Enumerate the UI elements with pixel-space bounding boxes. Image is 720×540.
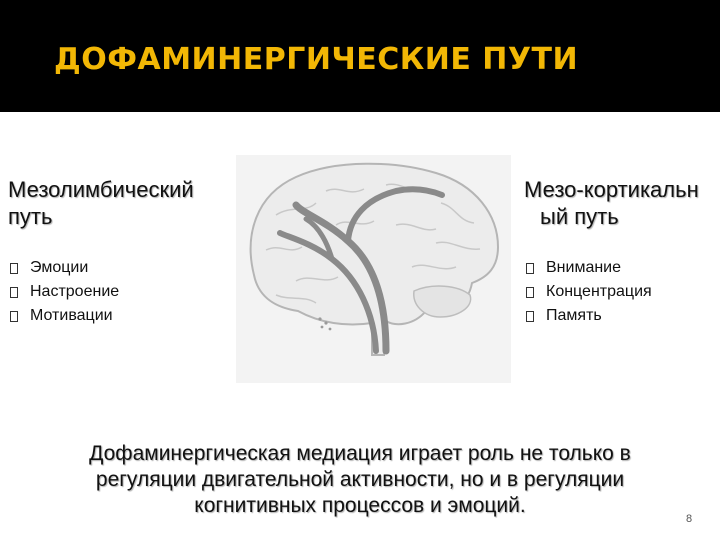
mesolimbic-list: [8, 256, 119, 328]
list-item-label: Память: [546, 307, 602, 324]
conclusion-text: Дофаминергическая медиация играет роль не только в регуляции двигательной активности, но и в регуляции когнитивных процессов и эмоций.: [89, 442, 631, 517]
list-item: [524, 256, 652, 280]
bullet-square-icon: [10, 311, 18, 322]
mesocortical-heading-line1: Мезо-кортикальн: [524, 177, 699, 202]
list-item-label: Эмоции: [30, 259, 89, 276]
bullet-square-icon: [526, 263, 534, 274]
mesocortical-heading: [524, 176, 720, 230]
mesocortical-list: [524, 256, 652, 328]
brain-illustration: [236, 155, 511, 383]
title-bar: [0, 0, 720, 112]
list-item-label: Внимание: [546, 259, 622, 276]
list-item: [8, 256, 119, 280]
mesocortical-heading-line2: ый путь: [540, 204, 619, 229]
mesolimbic-heading-line2: путь: [8, 204, 53, 229]
mesolimbic-heading: [8, 176, 223, 230]
bullet-square-icon: [10, 263, 18, 274]
slide-title: ДОФАМИНЕРГИЧЕСКИЕ ПУТИ: [54, 42, 579, 77]
bullet-square-icon: [10, 287, 18, 298]
list-item: [524, 280, 652, 304]
mesolimbic-heading-line1: Мезолимбический: [8, 177, 194, 202]
bullet-square-icon: [526, 311, 534, 322]
list-item-label: Концентрация: [546, 283, 652, 300]
list-item: [8, 280, 119, 304]
page-number: 8: [686, 513, 693, 525]
list-item: [8, 304, 119, 328]
list-item: [524, 304, 652, 328]
bullet-square-icon: [526, 287, 534, 298]
list-item-label: Мотивации: [30, 307, 113, 324]
list-item-label: Настроение: [30, 283, 120, 300]
brain-svg: [236, 155, 511, 383]
